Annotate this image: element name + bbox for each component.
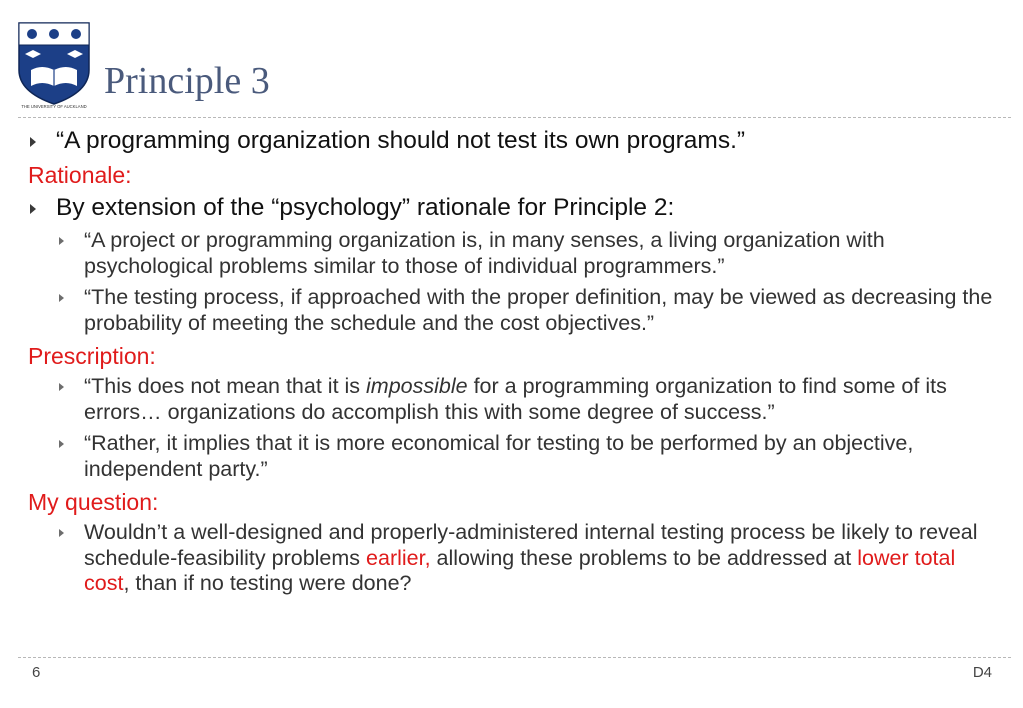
- bullet-main-quote: “A programming organization should not test its own programs.”: [28, 126, 1003, 156]
- sub-bullet-not-impossible: “This does not mean that it is impossible for a programming organization to find some of its errors… organizations do accomplish this with some degree of success.”: [28, 374, 1003, 425]
- footer-code: D4: [972, 664, 992, 681]
- sub-bullet-arrow-icon: [59, 529, 64, 537]
- prescription-heading: Prescription:: [28, 343, 156, 369]
- slide-title: Principle 3: [104, 60, 270, 102]
- rationale-heading: Rationale:: [28, 162, 132, 188]
- highlight-lower-total-cost: lower total cost: [84, 545, 956, 595]
- footer-divider: [18, 657, 1011, 658]
- emphasis-impossible: impossible: [366, 374, 468, 398]
- university-crest-logo: [15, 20, 93, 110]
- sub-bullet-living-organization: “A project or programming organization is, in many senses, a living organization with psychological problems similar to those of individual programmers.”: [28, 228, 1003, 279]
- sub-bullet-testing-process: “The testing process, if approached with the proper definition, may be viewed as decreasing the probability of meeting the schedule and the cost objectives.”: [28, 285, 1003, 336]
- sub-bullet-question: Wouldn’t a well-designed and properly-administered internal testing process be likely to reveal schedule-feasibility problems earlier, allowing these problems to be addressed at lower total cost, than if no testing were done?: [28, 520, 1003, 597]
- slide-body: [28, 126, 1003, 603]
- bullet-arrow-icon: [30, 204, 36, 214]
- svg-text:THE UNIVERSITY OF AUCKLAND: THE UNIVERSITY OF AUCKLAND: [21, 104, 87, 109]
- sub-bullet-arrow-icon: [59, 294, 64, 302]
- sub-bullet-arrow-icon: [59, 440, 64, 448]
- bullet-arrow-icon: [30, 137, 36, 147]
- question-heading: My question:: [28, 489, 159, 515]
- page-number: 6: [32, 664, 41, 681]
- sub-bullet-arrow-icon: [59, 237, 64, 245]
- sub-bullet-independent-party: “Rather, it implies that it is more economical for testing to be performed by an objective, independent party.”: [28, 431, 1003, 482]
- sub-bullet-arrow-icon: [59, 383, 64, 391]
- title-divider: [18, 117, 1011, 118]
- highlight-earlier: earlier,: [366, 545, 431, 570]
- bullet-extension: By extension of the “psychology” rationale for Principle 2:: [28, 193, 1003, 223]
